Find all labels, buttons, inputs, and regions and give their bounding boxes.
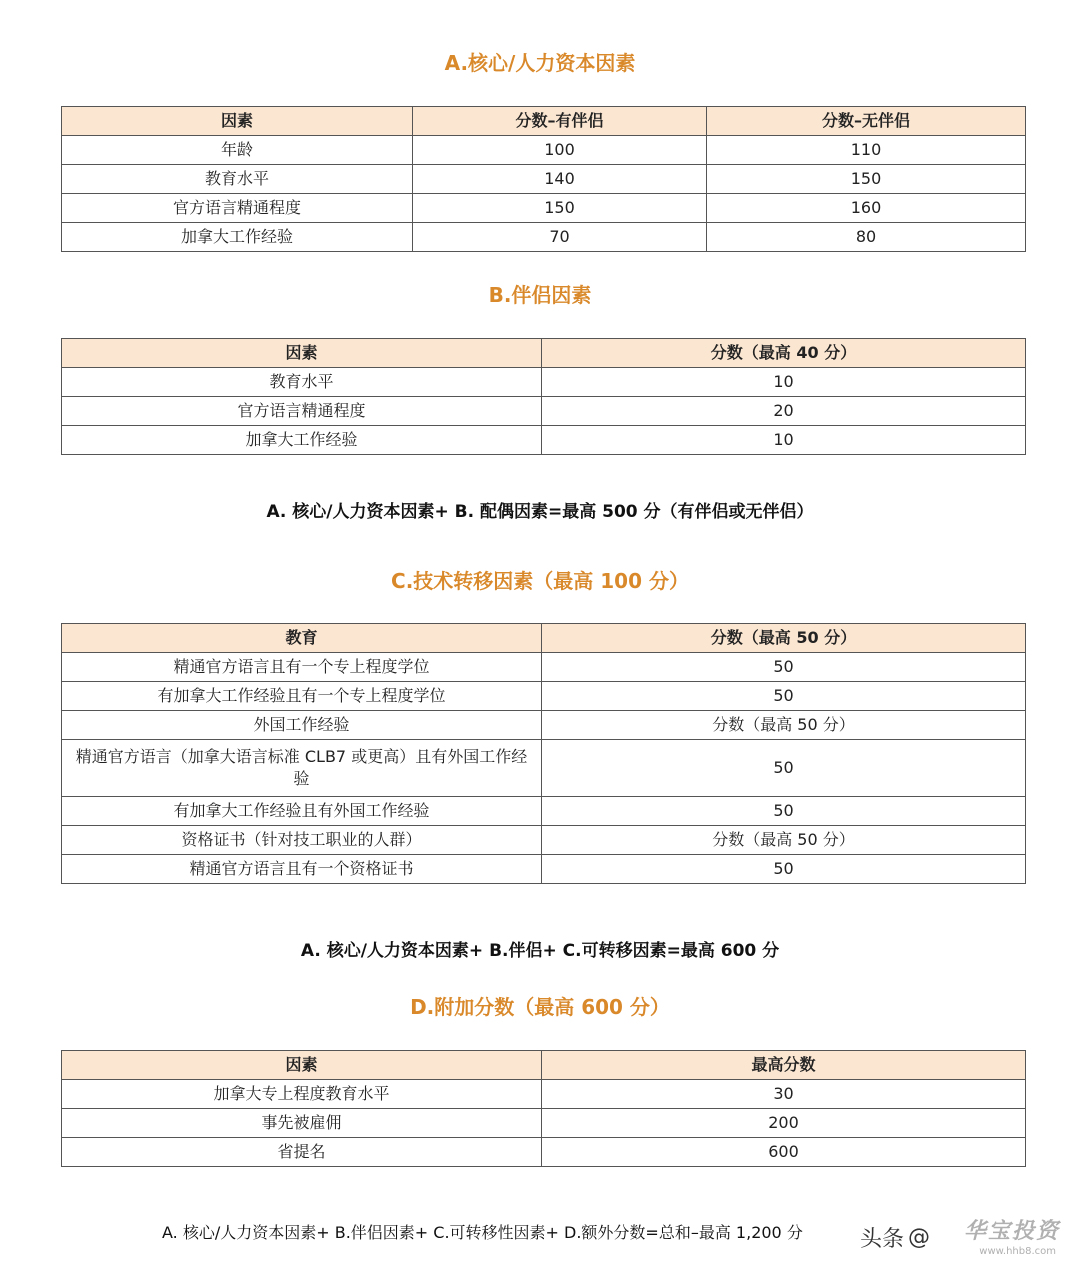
table-row <box>62 426 1026 455</box>
table-row <box>62 653 1026 682</box>
cell-score: 80 <box>707 223 1026 252</box>
cell-factor: 有加拿大工作经验且有一个专上程度学位 <box>62 682 542 711</box>
cell-score: 10 <box>542 368 1026 397</box>
cell-factor: 加拿大工作经验 <box>62 426 542 455</box>
header-factor: 因素 <box>62 339 542 368</box>
at-icon: @ <box>908 1225 930 1250</box>
cell-score: 70 <box>413 223 707 252</box>
header-score: 分数（最高 50 分） <box>542 624 1026 653</box>
cell-factor: 精通官方语言且有一个专上程度学位 <box>62 653 542 682</box>
cell-factor: 精通官方语言（加拿大语言标准 CLB7 或更高）且有外国工作经验 <box>62 740 542 797</box>
watermark-source-label: 头条 <box>859 1227 904 1252</box>
header-score-without-partner: 分数–无伴侣 <box>707 107 1026 136</box>
cell-score: 140 <box>413 165 707 194</box>
section-c-table <box>61 623 1026 884</box>
cell-factor: 教育水平 <box>62 368 542 397</box>
formula-a-plus-b: A. 核心/人力资本因素+ B. 配偶因素=最高 500 分（有伴侣或无伴侣） <box>266 502 814 522</box>
cell-factor: 加拿大专上程度教育水平 <box>62 1080 542 1109</box>
cell-factor: 资格证书（针对技工职业的人群） <box>62 826 542 855</box>
cell-score: 200 <box>542 1109 1026 1138</box>
cell-score: 分数（最高 50 分） <box>542 711 1026 740</box>
watermark-url: www.hhb8.com <box>979 1246 1056 1257</box>
section-b-title: B.伴侣因素 <box>488 283 592 307</box>
table-row <box>62 1109 1026 1138</box>
section-a-title: A.核心/人力资本因素 <box>444 51 636 75</box>
table-row <box>62 797 1026 826</box>
section-c-title: C.技术转移因素（最高 100 分） <box>391 569 689 593</box>
cell-factor: 有加拿大工作经验且有外国工作经验 <box>62 797 542 826</box>
cell-factor: 官方语言精通程度 <box>62 194 413 223</box>
section-d-title: D.附加分数（最高 600 分） <box>410 995 670 1019</box>
cell-score: 100 <box>413 136 707 165</box>
table-row <box>62 855 1026 884</box>
cell-score: 20 <box>542 397 1026 426</box>
header-score: 分数（最高 40 分） <box>542 339 1026 368</box>
cell-score: 150 <box>413 194 707 223</box>
cell-factor: 官方语言精通程度 <box>62 397 542 426</box>
section-a-table <box>61 106 1026 252</box>
cell-score: 110 <box>707 136 1026 165</box>
table-header-row <box>62 339 1026 368</box>
table-row <box>62 165 1026 194</box>
cell-score: 50 <box>542 855 1026 884</box>
cell-factor: 教育水平 <box>62 165 413 194</box>
header-factor: 因素 <box>62 107 413 136</box>
table-row <box>62 368 1026 397</box>
table-row <box>62 1080 1026 1109</box>
table-row <box>62 194 1026 223</box>
cell-score: 分数（最高 50 分） <box>542 826 1026 855</box>
watermark-source <box>860 1222 930 1253</box>
table-row <box>62 223 1026 252</box>
section-d-table <box>61 1050 1026 1167</box>
watermark-stamp-logo: 华宝投资 <box>963 1219 1060 1244</box>
cell-factor: 精通官方语言且有一个资格证书 <box>62 855 542 884</box>
cell-score: 50 <box>542 682 1026 711</box>
header-max-score: 最高分数 <box>542 1051 1026 1080</box>
cell-score: 150 <box>707 165 1026 194</box>
header-education: 教育 <box>62 624 542 653</box>
formula-a-plus-b-plus-c: A. 核心/人力资本因素+ B.伴侣+ C.可转移因素=最高 600 分 <box>300 941 780 961</box>
table-row <box>62 136 1026 165</box>
table-row <box>62 826 1026 855</box>
table-header-row <box>62 1051 1026 1080</box>
header-score-with-partner: 分数–有伴侣 <box>413 107 707 136</box>
cell-score: 10 <box>542 426 1026 455</box>
header-factor: 因素 <box>62 1051 542 1080</box>
table-header-row <box>62 624 1026 653</box>
cell-factor: 省提名 <box>62 1138 542 1167</box>
table-row <box>62 711 1026 740</box>
cell-score: 50 <box>542 653 1026 682</box>
cell-score: 50 <box>542 740 1026 797</box>
section-b-table <box>61 338 1026 455</box>
cell-factor: 加拿大工作经验 <box>62 223 413 252</box>
table-row <box>62 397 1026 426</box>
table-row <box>62 740 1026 797</box>
table-row <box>62 1138 1026 1167</box>
cell-score: 600 <box>542 1138 1026 1167</box>
cell-factor: 事先被雇佣 <box>62 1109 542 1138</box>
formula-total: A. 核心/人力资本因素+ B.伴侣因素+ C.可转移性因素+ D.额外分数=总和–最高 1,200 分 <box>162 1223 803 1242</box>
cell-score: 50 <box>542 797 1026 826</box>
cell-factor: 外国工作经验 <box>62 711 542 740</box>
cell-score: 30 <box>542 1080 1026 1109</box>
cell-score: 160 <box>707 194 1026 223</box>
cell-factor: 年龄 <box>62 136 413 165</box>
table-header-row <box>62 107 1026 136</box>
table-row <box>62 682 1026 711</box>
